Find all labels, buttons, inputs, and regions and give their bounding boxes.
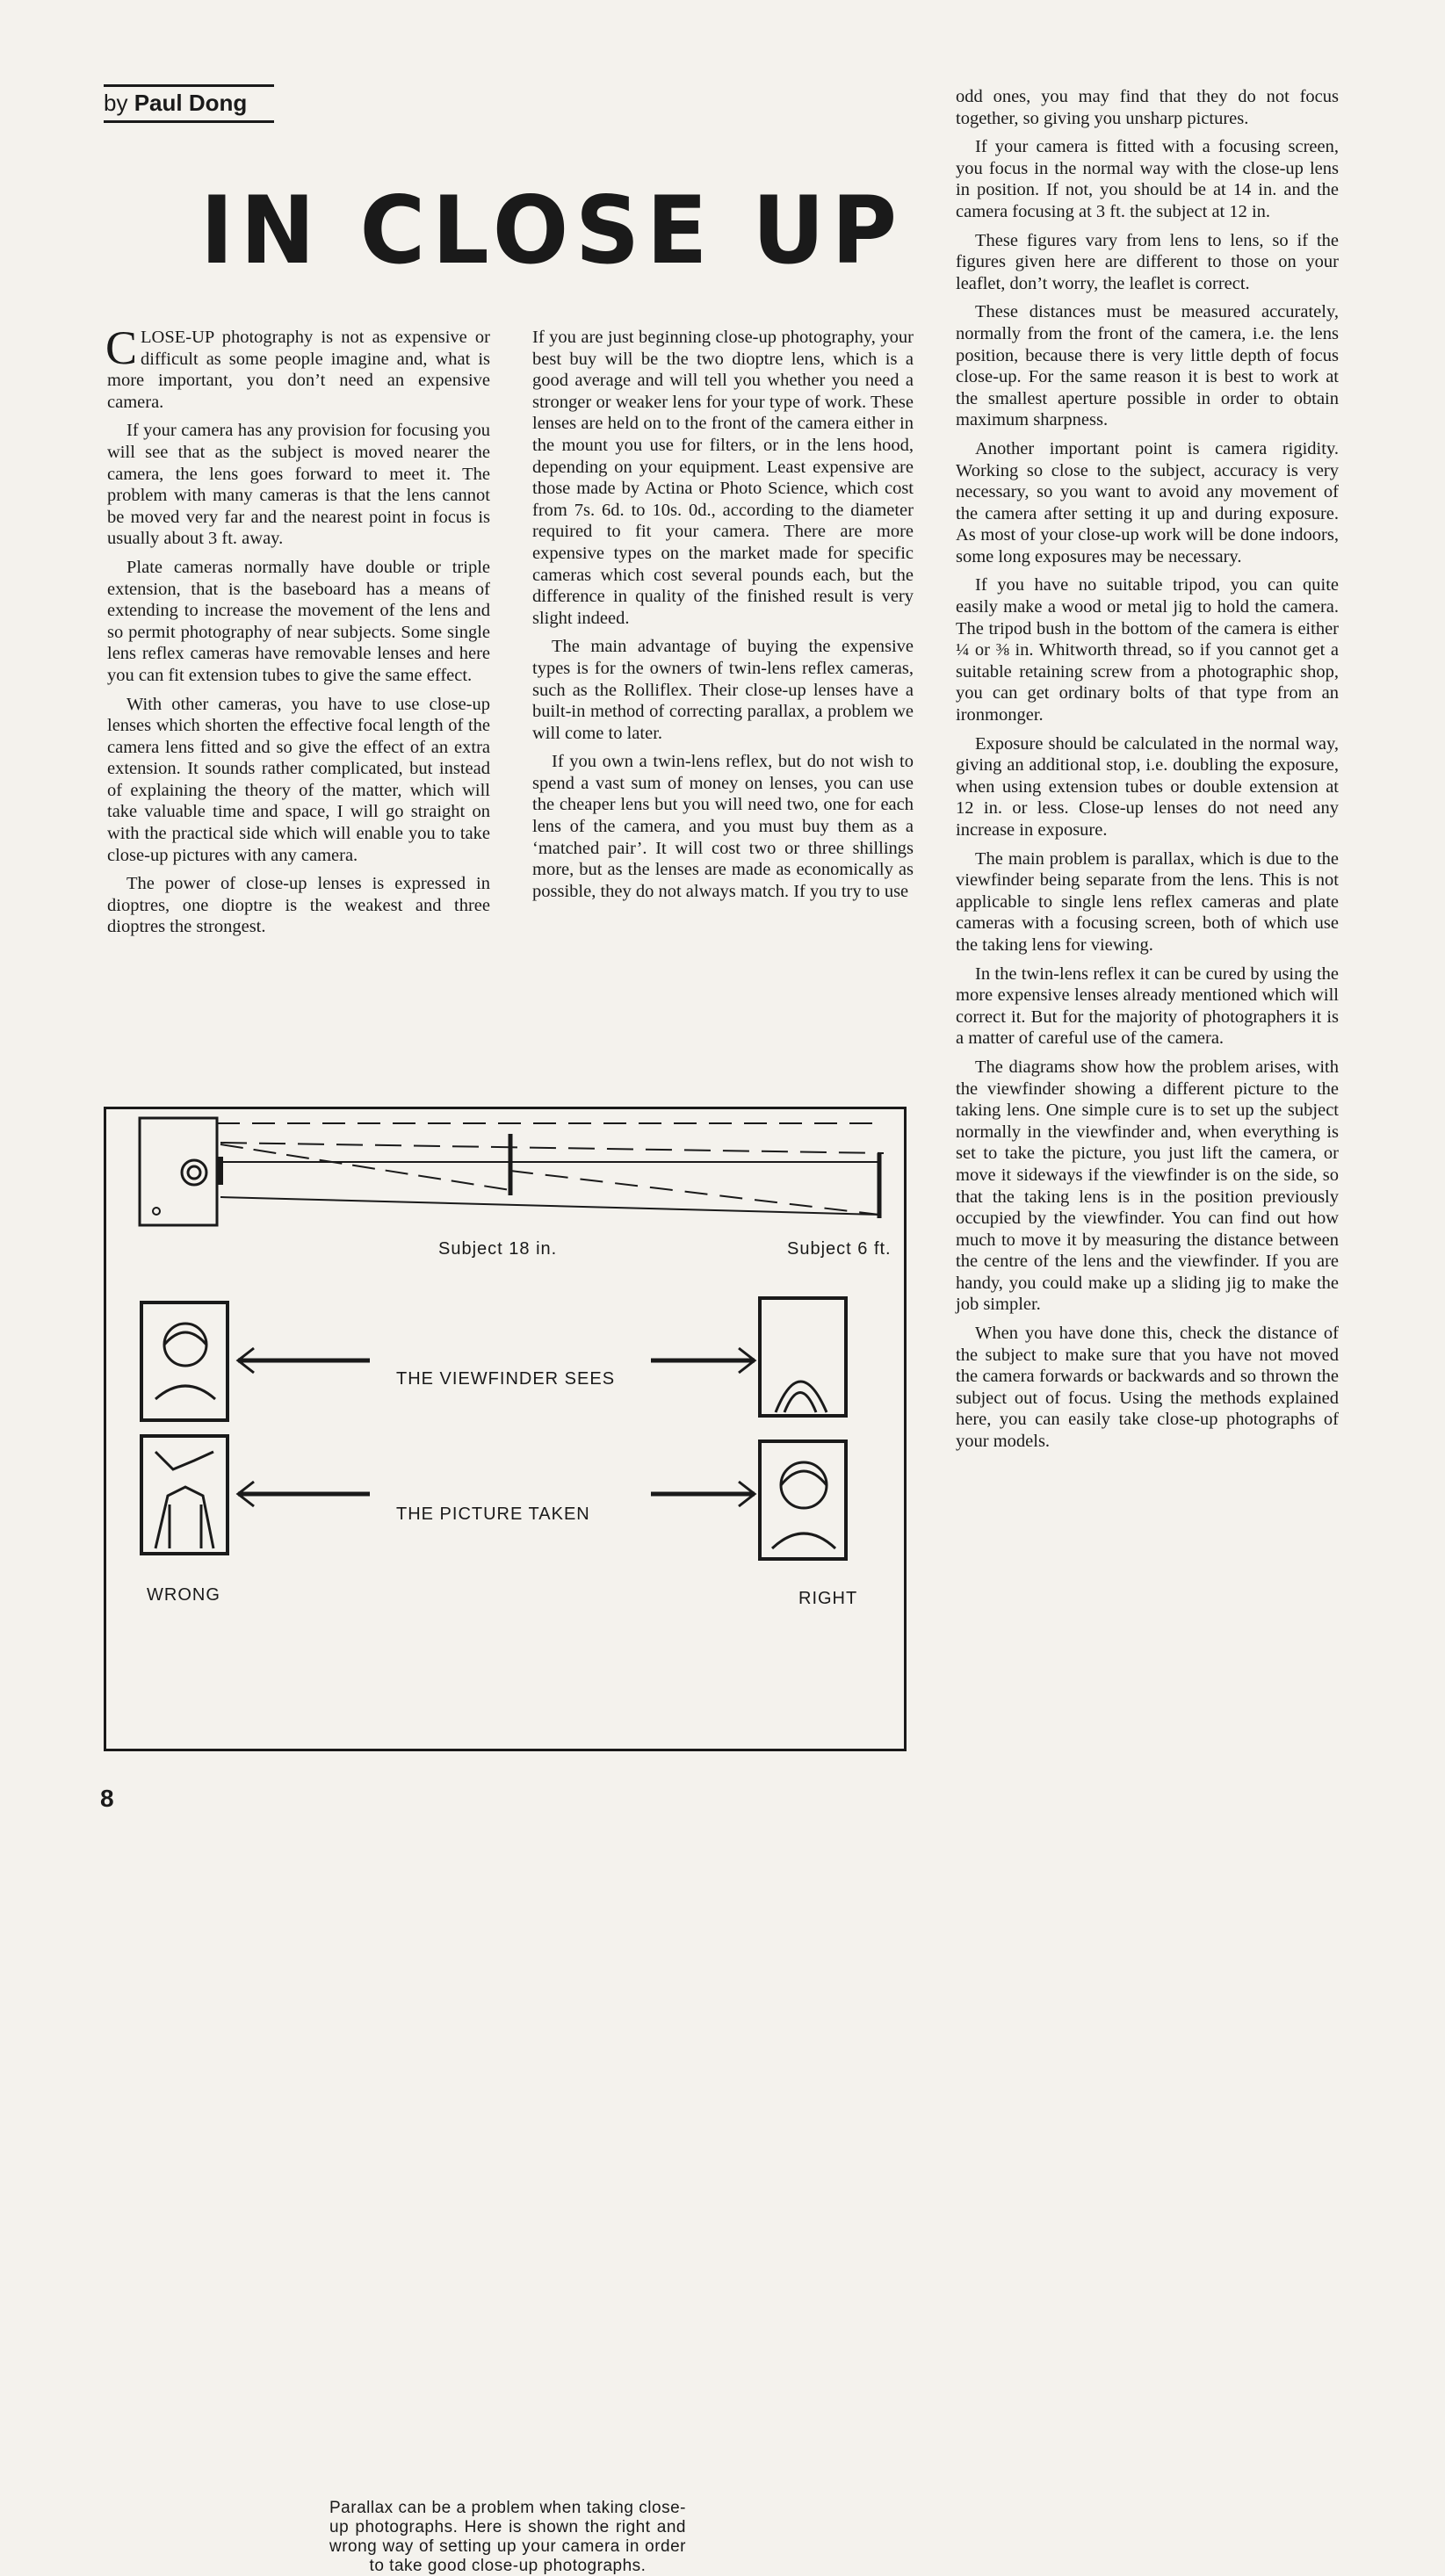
page-number: 8	[100, 1785, 114, 1812]
arrow-right-icon	[651, 1482, 755, 1506]
viewfinder-wrong-frame	[141, 1302, 228, 1420]
paragraph: These distances must be measured accurately, normally from the front of the camera, i.e. the lens position, because there is very little depth of focus close-up. For the same reason it is best to work at the smallest aperture possible in order to obtain maximum sharpness.	[956, 302, 1339, 430]
paragraph: If your camera has any provision for focusing you will see that as the subject is moved nearer the camera, the lens goes forward to meet it. The problem with many cameras is that the lens cannot be moved very far and the nearest point in focus is usually about 3 ft. away.	[107, 421, 490, 549]
column-1	[105, 321, 490, 938]
paragraph: The main problem is parallax, which is due to the viewfinder being separate from the lens. This is not applicable to single lens reflex cameras and plate cameras with a focusing screen, both of which use the taking lens for viewing.	[956, 848, 1339, 955]
paragraph: The power of close-up lenses is expressed in dioptres, one dioptre is the weakest and three dioptres the strongest.	[107, 874, 490, 937]
parallax-diagram	[104, 1107, 907, 2575]
byline-prefix: by	[104, 90, 128, 116]
right-label: RIGHT	[798, 1589, 858, 1608]
diagram-caption: Parallax can be a problem when taking close-up photographs. Here is shown the right and wrong way of setting up your camera in order to take good close-up photographs.	[329, 2499, 686, 2575]
paragraph	[105, 321, 490, 413]
paragraph: odd ones, you may find that they do not focus together, so giving you unsharp pictures.	[956, 87, 1339, 128]
arrow-left-icon	[238, 1348, 370, 1373]
paragraph: Exposure should be calculated in the normal way, giving an additional stop, i.e. doubling the exposure, when using extension tubes or double extension at 12 in. or less. Close-up lenses do not need any increase in exposure.	[956, 733, 1339, 840]
paragraph-text: LOSE-UP photography is not as expensive or difficult as some people imagine and, what is more important, you don’t need an expensive camera.	[107, 328, 490, 412]
camera-icon	[140, 1118, 220, 1225]
viewfinder-right-frame	[760, 1298, 846, 1416]
picture-right-frame	[760, 1441, 846, 1559]
subject-far-label: Subject 6 ft.	[787, 1239, 892, 1259]
paragraph: If you own a twin-lens reflex, but do not wish to spend a vast sum of money on lenses, you can use the cheaper lens but you will need two, one for each lens of the camera, and you must buy them as a ‘matched pair’. It will cost two or three shillings more, but as the lenses are made as economically as possible, they do not always match. If you try to use	[532, 752, 914, 901]
drop-cap: C	[105, 321, 138, 374]
paragraph: If you have no suitable tripod, you can quite easily make a wood or metal jig to hold the camera. The tripod bush in the bottom of the camera is either ¼ or ⅜ in. Whitworth thread, so if you cannot get a suitable retaining screw from a photographic shop, you can get ordinary bolts of that type from an ironmonger.	[956, 575, 1339, 725]
paragraph: The main advantage of buying the expensive types is for the owners of twin-lens reflex cameras, such as the Rolliflex. Their close-up lenses have a built-in method of correcting parallax, a problem we will come to later.	[532, 637, 914, 743]
wrong-label: WRONG	[147, 1585, 220, 1605]
paragraph: When you have done this, check the distance of the subject to make sure that you have not moved the camera forwards or backwards and so thrown the subject out of focus. Using the methods explained here, you can easily take close-up photographs of your models.	[956, 1324, 1339, 1452]
paragraph: If you are just beginning close-up photography, your best buy will be the two dioptre lens, which is a good average and will tell you whether you need a stronger or weaker lens for your type of work. These lenses are held on to the front of the camera either in the mount you use for filters, or in the lens hood, depending on your equipment. Least expensive are those made by Actina or Photo Science, which cost from 7s. 6d. to 10s. 0d., according to the diameter required to fit your camera. There are more expensive types on the market made for specific cameras which cost several pounds each, but the difference in quality of the finished result is very slight indeed.	[532, 328, 914, 628]
parallax-illustration	[106, 1109, 909, 1754]
column-2	[532, 327, 914, 902]
byline-author: Paul Dong	[134, 90, 248, 116]
article-headline: IN CLOSE UP	[200, 177, 904, 285]
picture-taken-label: THE PICTURE TAKEN	[396, 1504, 590, 1524]
byline	[104, 84, 274, 123]
subject-near-label: Subject 18 in.	[438, 1239, 558, 1259]
picture-wrong-frame	[141, 1436, 228, 1554]
paragraph: If your camera is fitted with a focusing screen, you focus in the normal way with the close-up lens in position. If not, you should be at 14 in. and the camera focusing at 3 ft. the subject at 12 in.	[956, 137, 1339, 221]
viewfinder-sees-label: THE VIEWFINDER SEES	[396, 1369, 616, 1389]
column-3	[956, 86, 1339, 1453]
paragraph: These figures vary from lens to lens, so if the figures given here are different to those on your leaflet, don’t worry, the leaflet is correct.	[956, 230, 1339, 293]
paragraph: The diagrams show how the problem arises, with the viewfinder showing a different picture to the taking lens. One simple cure is to set up the subject normally in the viewfinder and, when everything is set to take the picture, you just lift the camera, or move it sideways if the viewfinder is on the side, so that the taking lens is in the position previously occupied by the viewfinder. You can find out how much to move it by measuring the distance between the centre of the lens and the viewfinder. If you are handy, you could make up a sliding jig to make the job simpler.	[956, 1057, 1339, 1315]
paragraph: Plate cameras normally have double or triple extension, that is the baseboard has a means of extending to increase the movement of the lens and so permit photography of near subjects. Some single lens reflex cameras have removable lenses and here you can fit extension tubes to give the same effect.	[107, 557, 490, 685]
paragraph: Another important point is camera rigidity. Working so close to the subject, accuracy is very necessary, so you want to avoid any movement of the camera after setting it up and during exposure. As most of your close-up work will be done indoors, some long exposures may be necessary.	[956, 438, 1339, 566]
paragraph: In the twin-lens reflex it can be cured by using the more expensive lenses already mentioned which will correct it. But for the majority of photographers it is a matter of careful use of the camera.	[956, 963, 1339, 1049]
arrow-right-icon	[651, 1348, 755, 1373]
paragraph: With other cameras, you have to use close-up lenses which shorten the effective focal length of the camera lens fitted and so give the effect of an extra extension. It sounds rather complicated, but instead of explaining the theory of the matter, which will take valuable time and space, I will go straight on with the practical side which will enable you to take close-up pictures with any camera.	[107, 694, 490, 865]
arrow-left-icon	[238, 1482, 370, 1506]
